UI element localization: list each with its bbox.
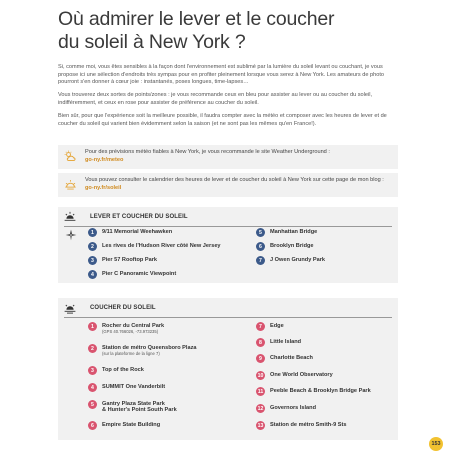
list-item [88,243,221,251]
section-sunset-title: COUCHER DU SOLEIL [90,305,156,311]
number-badge: 3 [88,366,97,375]
location-name: Gantry Plaza State Park [102,401,165,407]
location-name: Pier 57 Rooftop Park [102,257,158,263]
location-note: (GPS 40.766026, -73.973235) [102,329,159,335]
list-item [88,422,160,430]
sunset-icon [64,178,77,191]
intro-paragraph-1: Si, comme moi, vous êtes sensibles à la façon dont l'environnement est sublimé par la lumière du soleil levant ou couchant, je vous propose ici une sélection d'endroits très sympas pour en profiter pleinement lorsque vous serez à New York. Les amateurs de photo pourront s'en donner à cœur joie : instantanés, poses longues, time-lapses… [58,64,384,86]
list-item [88,345,197,356]
location-name: J Owen Grundy Park [270,257,326,263]
number-badge: 1 [88,322,97,331]
number-badge: 1 [88,228,97,237]
list-item [256,339,301,347]
list-item [256,243,314,251]
location-name: Rocher du Central Park [102,323,165,329]
location-name: Brooklyn Bridge [270,243,314,249]
section-sunset [58,298,398,440]
intro-paragraph-2: Vous trouverez deux sortes de points/zones : je vous recommande ceux en bleu pour assister au lever ou au coucher du soleil, indifféremment, et ceux en rose pour assister de préférence au coucher du soleil. [58,92,373,106]
cloud-sun-icon [64,150,77,163]
number-badge: 6 [256,242,265,251]
list-item [88,401,177,414]
list-item [256,372,333,380]
number-badge: 3 [88,256,97,265]
sunset-icon [64,302,76,314]
location-name: Manhattan Bridge [270,229,318,235]
number-badge: 11 [257,388,264,395]
number-badge: 5 [256,228,265,237]
section-divider [64,226,392,227]
number-badge: 5 [88,400,97,409]
number-badge: 8 [256,338,265,347]
location-name: 9/11 Memorial Weehawken [102,229,173,235]
location-name: Little Island [270,339,302,345]
location-name: Station de métro Queensboro Plaza [102,345,197,351]
list-item [256,405,316,413]
tip-calendar [58,173,398,197]
list-item [88,229,172,237]
list-item [88,367,144,375]
location-note: (sur la plateforme de la ligne 7) [102,351,160,357]
number-badge: 12 [257,405,264,412]
list-item [256,355,313,363]
location-name: Edge [270,323,284,329]
section-divider [64,317,392,318]
compass-icon [65,229,77,241]
location-name: One World Observatory [270,372,333,378]
tip-weather-text: Pour des prévisions météo fiables à New York, je vous recommande le site Weather Underground : [85,149,330,155]
list-item [88,257,157,265]
location-name: Pier C Panoramic Viewpoint [102,271,177,277]
list-item [88,271,176,279]
section-sunrise-sunset [58,207,398,283]
list-item [88,323,164,334]
number-badge: 13 [257,422,264,429]
list-item [256,257,325,265]
number-badge: 10 [257,372,264,379]
list-item [256,229,317,237]
page-number: 153 [429,437,443,451]
list-item [256,323,284,331]
intro-paragraph-3: Bien sûr, pour que l'expérience soit la meilleure possible, il faudra compter avec la météo et composer avec les heures de lever et de coucher du soleil qui varient bien évidemment selon la saison (et ne sont pas les mêmes qu'en France!). [58,113,387,127]
location-name: Governors Island [270,405,317,411]
section-sunrise-title: LEVER ET COUCHER DU SOLEIL [90,214,188,220]
tip-weather [58,145,398,169]
location-name: Station de métro Smith-9 Sts [270,422,347,428]
location-name: Peeble Beach & Brooklyn Bridge Park [270,388,371,394]
number-badge: 7 [256,322,265,331]
number-badge: 6 [88,421,97,430]
page-title-line-1: Où admirer le lever et le coucher [58,8,335,30]
location-name: Charlotte Beach [270,355,313,361]
number-badge: 4 [88,383,97,392]
sunrise-icon [64,211,76,223]
location-name: Les rives de l'Hudson River côté New Jersey [102,243,221,249]
page-title [58,8,418,54]
tip-calendar-text: Vous pouvez consulter le calendrier des heures de lever et de coucher du soleil à New York sur cette page de mon blog : [85,177,384,183]
number-badge: 9 [256,354,265,363]
list-item [256,388,371,396]
location-name-line-2: & Hunter's Point South Park [102,407,177,414]
page-title-line-2: du soleil à New York ? [58,31,246,53]
number-badge: 7 [256,256,265,265]
list-item [256,422,346,430]
location-name: Empire State Building [102,422,161,428]
number-badge: 2 [88,344,97,353]
number-badge: 4 [88,270,97,279]
list-item [88,384,165,392]
location-name: Top of the Rock [102,367,144,373]
number-badge: 2 [88,242,97,251]
tip-calendar-link[interactable]: go-ny.fr/soleil [85,184,122,191]
location-name: SUMMIT One Vanderbilt [102,384,166,390]
tip-weather-link[interactable]: go-ny.fr/meteo [85,156,124,163]
